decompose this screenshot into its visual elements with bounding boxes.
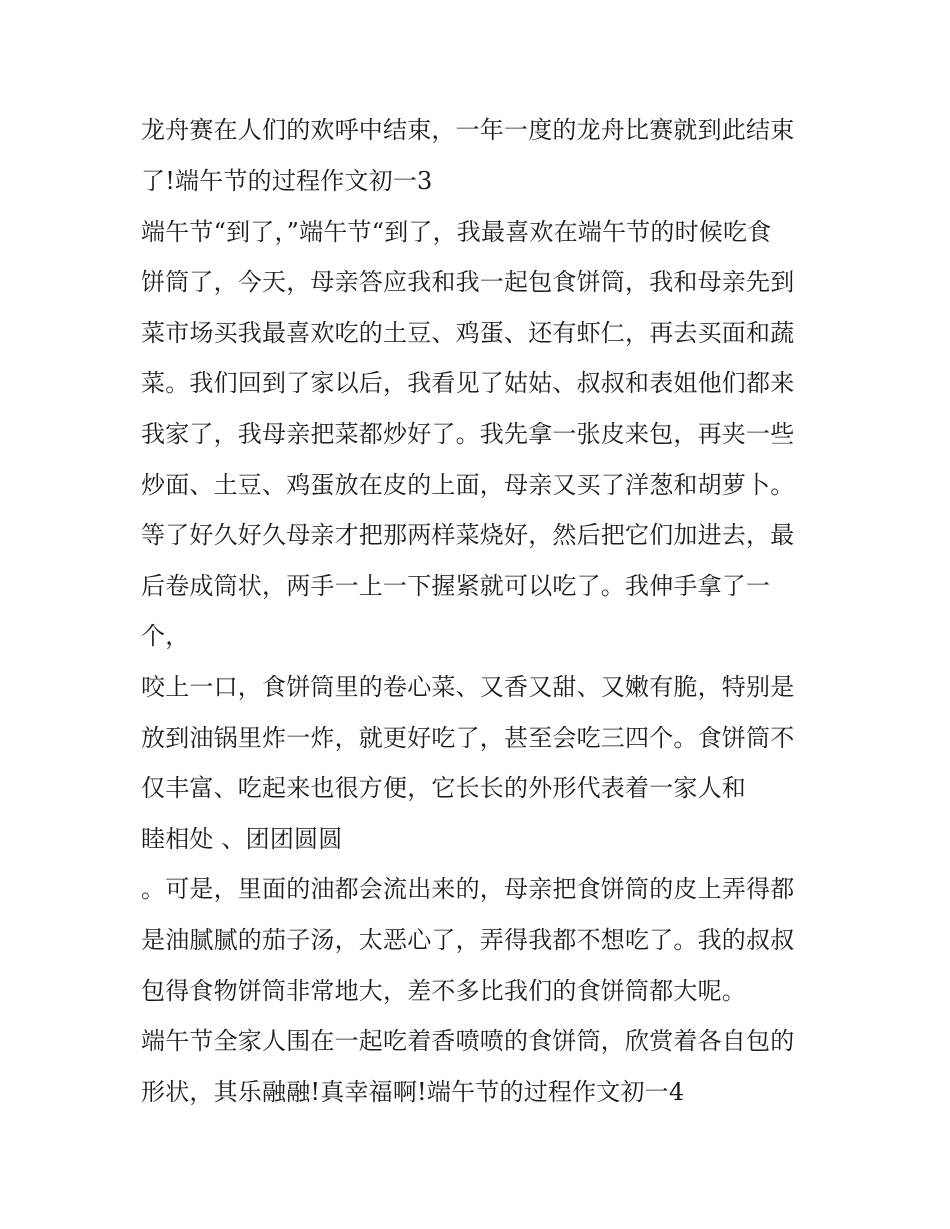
text-line: 睦相处 、团团圆圆 [141, 825, 343, 853]
text-line: 炒面、土豆、鸡蛋放在皮的上面，母亲又买了洋葱和胡萝卜。 [141, 471, 795, 499]
text-line: 等了好久好久母亲才把那两样菜烧好，然后把它们加进去，最 [141, 521, 795, 549]
text-line: 饼筒了，今天，母亲答应我和我一起包食饼筒，我和母亲先到 [141, 268, 795, 296]
text-line: 了!端午节的过程作文初一3 [141, 167, 433, 195]
text-line: 端午节全家人围在一起吃着香喷喷的食饼筒，欣赏着各自包的 [141, 1027, 795, 1055]
text-line: 个， [141, 622, 190, 650]
text-line: 端午节“到了，”端午节“到了，我最喜欢在端午节的时候吃食 [141, 218, 772, 246]
text-line: 包得食物饼筒非常地大，差不多比我们的食饼筒都大呢。 [141, 977, 746, 1005]
text-line: 。可是，里面的油都会流出来的，母亲把食饼筒的皮上弄得都 [141, 875, 795, 903]
text-line: 龙舟赛在人们的欢呼中结束，一年一度的龙舟比赛就到此结束 [141, 116, 795, 144]
text-line: 咬上一口，食饼筒里的卷心菜、又香又甜、又嫩有脆，特别是 [141, 673, 795, 701]
text-line: 菜。我们回到了家以后，我看见了姑姑、叔叔和表姐他们都来 [141, 369, 795, 397]
text-line: 我家了，我母亲把菜都炒好了。我先拿一张皮来包，再夹一些 [141, 420, 795, 448]
text-line: 菜市场买我最喜欢吃的土豆、鸡蛋、还有虾仁，再去买面和蔬 [141, 319, 795, 347]
text-line: 形状，其乐融融!真幸福啊!端午节的过程作文初一4 [141, 1078, 685, 1106]
text-line: 后卷成筒状，两手一上一下握紧就可以吃了。我伸手拿了一 [141, 572, 771, 600]
text-line: 仅丰富、吃起来也很方便，它长长的外形代表着一家人和 [141, 774, 746, 802]
text-line: 是油腻腻的茄子汤，太恶心了，弄得我都不想吃了。我的叔叔 [141, 926, 795, 954]
text-line: 放到油锅里炸一炸，就更好吃了，甚至会吃三四个。食饼筒不 [141, 724, 795, 752]
